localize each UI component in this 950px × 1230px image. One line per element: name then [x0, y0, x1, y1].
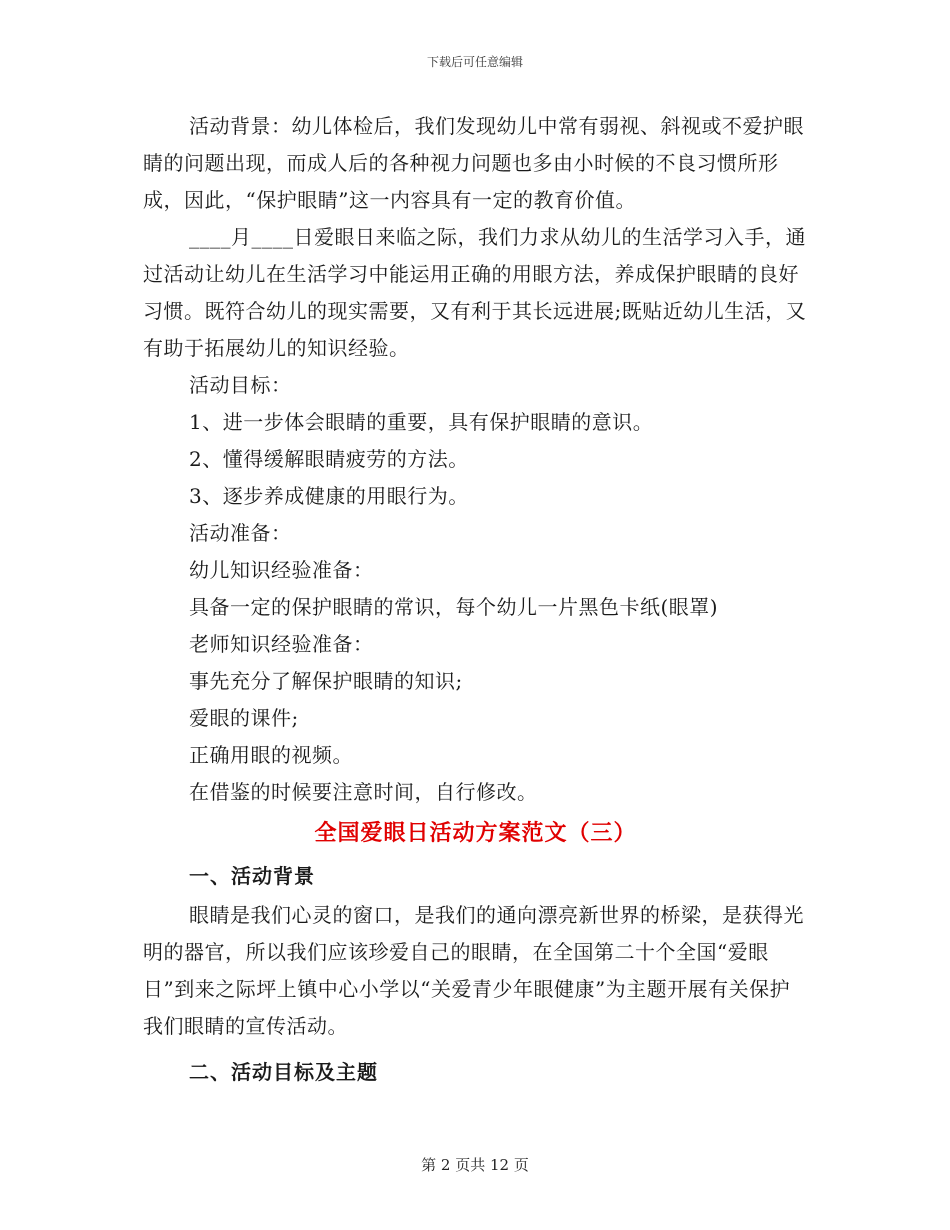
line-teacher-knowledge: 事先充分了解保护眼睛的知识; — [189, 669, 463, 693]
page-footer: 第 2 页共 12 页 — [421, 1156, 529, 1174]
paragraph-eye-day: ____月____日爱眼日来临之际，我们力求从幼儿的生活学习入手，通过活动让幼儿在生活学习中能运用正确的用眼方法，养成保护眼睛的良好习惯。既符合幼儿的现实需要，又有利于其长远进展;既贴近幼儿生活，又有助于拓展幼儿的知识经验。 — [143, 225, 807, 360]
line-activity-goals: 活动目标： — [189, 373, 292, 397]
line-child-preparation-detail: 具备一定的保护眼睛的常识，每个幼儿一片黑色卡纸(眼罩) — [189, 595, 719, 619]
line-video: 正确用眼的视频。 — [189, 743, 353, 767]
line-child-preparation: 幼儿知识经验准备： — [189, 558, 374, 582]
line-courseware: 爱眼的课件; — [189, 706, 299, 730]
list-item-goal-3: 3、逐步养成健康的用眼行为。 — [189, 484, 469, 508]
line-activity-preparation: 活动准备： — [189, 521, 292, 545]
line-teacher-preparation: 老师知识经验准备： — [189, 632, 374, 656]
page-header: 下载后可任意编辑 — [426, 55, 523, 69]
paragraph-section1-text: 眼睛是我们心灵的窗口，是我们的通向漂亮新世界的桥梁，是获得光明的器官，所以我们应该珍爱自己的眼睛，在全国第二十个全国“爱眼日”到来之际坪上镇中心小学以“关爱青少年眼健康”为主题开展有关保护我们眼睛的宣传活动。 — [143, 903, 804, 1038]
document-body — [143, 108, 808, 1093]
list-item-goal-2: 2、懂得缓解眼睛疲劳的方法。 — [189, 447, 469, 471]
heading-goals-and-theme: 二、活动目标及主题 — [189, 1060, 378, 1084]
list-item-goal-1: 1、进一步体会眼睛的重要，具有保护眼睛的意识。 — [189, 410, 654, 434]
paragraph-activity-background: 活动背景：幼儿体检后，我们发现幼儿中常有弱视、斜视或不爱护眼睛的问题出现，而成人后的各种视力问题也多由小时候的不良习惯所形成，因此，“保护眼睛”这一内容具有一定的教育价值。 — [143, 114, 804, 212]
line-note: 在借鉴的时候要注意时间，自行修改。 — [189, 780, 538, 804]
section-title: 全国爱眼日活动方案范文（三） — [314, 820, 637, 846]
heading-activity-background: 一、活动背景 — [189, 864, 315, 888]
